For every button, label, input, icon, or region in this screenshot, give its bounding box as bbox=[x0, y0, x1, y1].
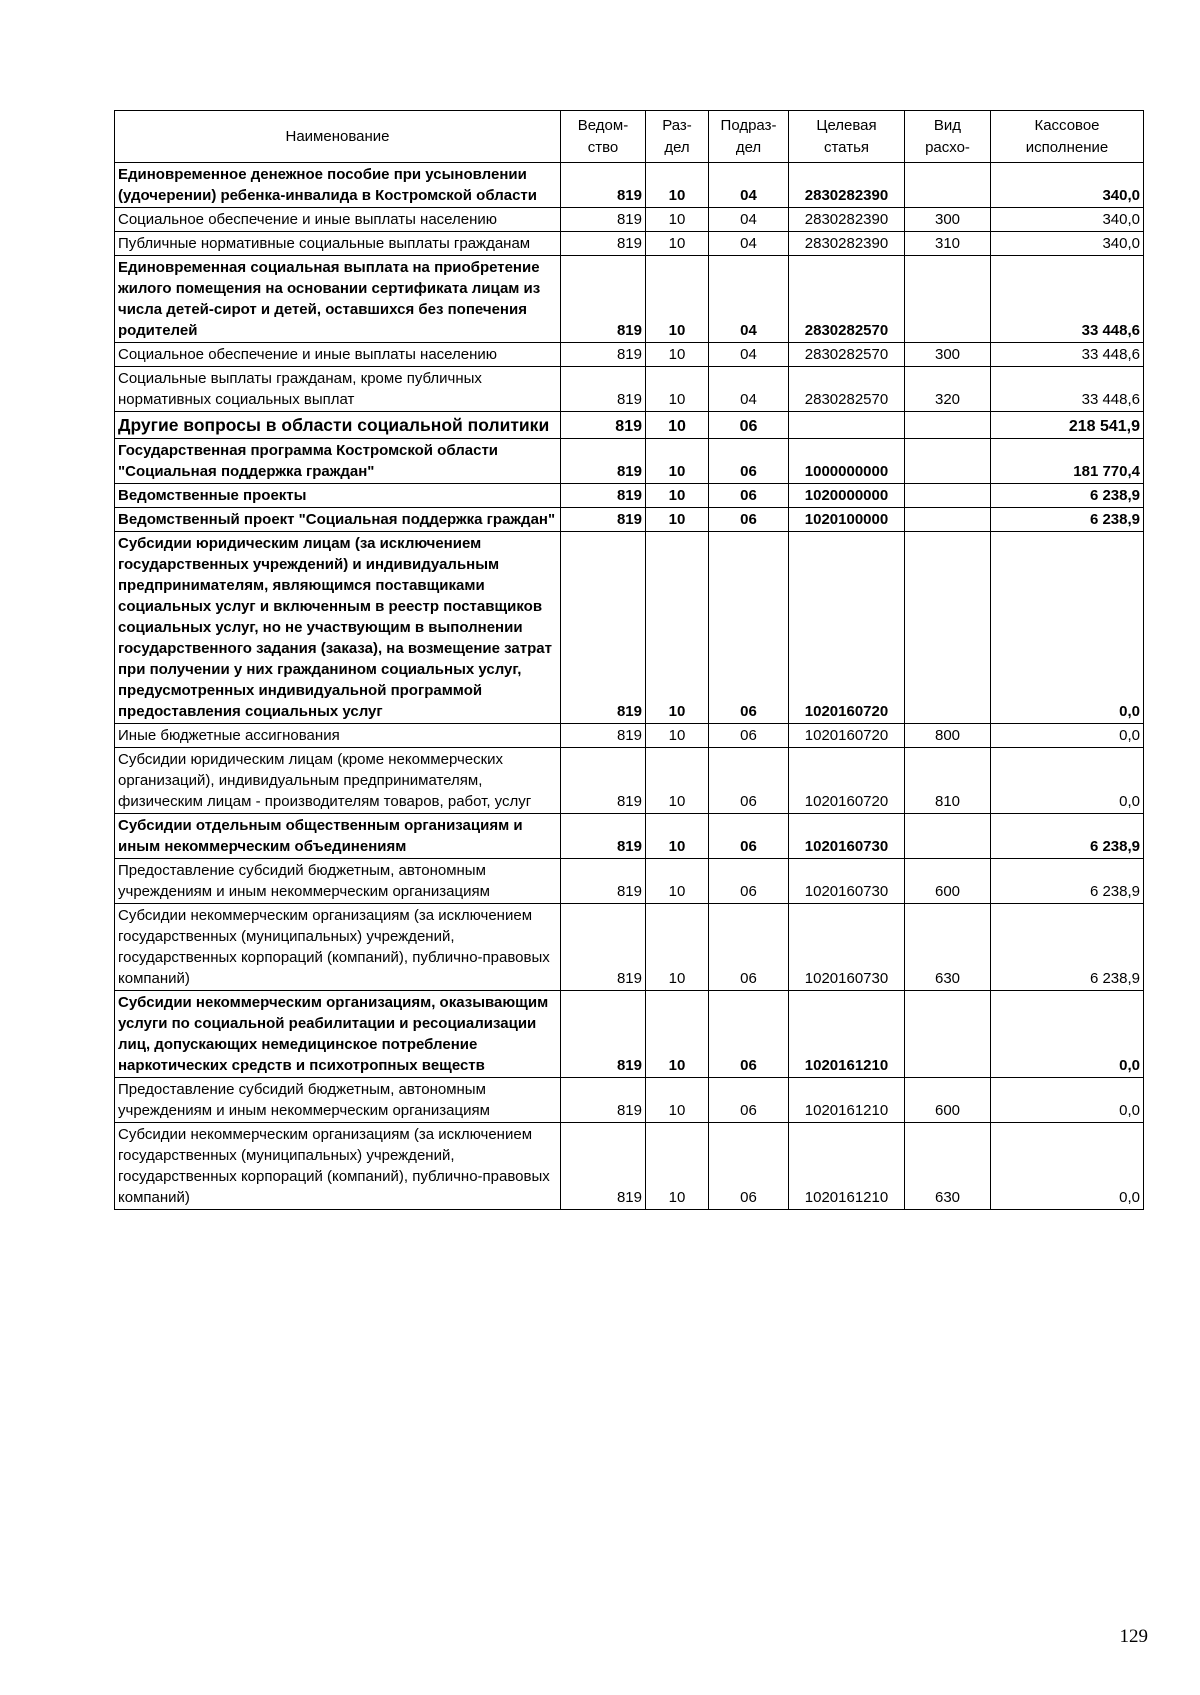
cell-dept: 819 bbox=[561, 256, 646, 343]
cell-subsection: 06 bbox=[709, 439, 789, 484]
cell-target-article: 1020160720 bbox=[789, 748, 905, 814]
table-row bbox=[115, 367, 1144, 412]
cell-cash-execution: 340,0 bbox=[991, 232, 1144, 256]
cell-cash-execution: 0,0 bbox=[991, 724, 1144, 748]
cell-name: Государственная программа Костромской области "Социальная поддержка граждан" bbox=[115, 439, 561, 484]
cell-cash-execution: 6 238,9 bbox=[991, 814, 1144, 859]
cell-subsection: 06 bbox=[709, 748, 789, 814]
cell-dept: 819 bbox=[561, 748, 646, 814]
cell-section: 10 bbox=[646, 343, 709, 367]
cell-cash-execution: 340,0 bbox=[991, 163, 1144, 208]
cell-name: Субсидии некоммерческим организациям, оказывающим услуги по социальной реабилитации и ресоциализации лиц, допускающих немедицинское потребление наркотических средств и психотропных веществ bbox=[115, 991, 561, 1078]
cell-name: Субсидии юридическим лицам (кроме некоммерческих организаций), индивидуальным предпринимателям, физическим лицам - производителям товаров, работ, услуг bbox=[115, 748, 561, 814]
cell-cash-execution: 340,0 bbox=[991, 208, 1144, 232]
table-row bbox=[115, 439, 1144, 484]
cell-cash-execution: 6 238,9 bbox=[991, 484, 1144, 508]
cell-target-article: 1020160720 bbox=[789, 724, 905, 748]
cell-expense-type: 300 bbox=[905, 343, 991, 367]
table-row bbox=[115, 208, 1144, 232]
cell-subsection: 06 bbox=[709, 1123, 789, 1210]
cell-expense-type bbox=[905, 508, 991, 532]
cell-subsection: 04 bbox=[709, 256, 789, 343]
cell-expense-type: 300 bbox=[905, 208, 991, 232]
cell-name: Социальные выплаты гражданам, кроме публичных нормативных социальных выплат bbox=[115, 367, 561, 412]
table-row bbox=[115, 163, 1144, 208]
cell-target-article: 1020160730 bbox=[789, 904, 905, 991]
cell-dept: 819 bbox=[561, 208, 646, 232]
cell-subsection: 06 bbox=[709, 508, 789, 532]
cell-target-article: 1020100000 bbox=[789, 508, 905, 532]
cell-target-article: 2830282390 bbox=[789, 163, 905, 208]
cell-expense-type: 310 bbox=[905, 232, 991, 256]
cell-dept: 819 bbox=[561, 532, 646, 724]
cell-target-article: 2830282390 bbox=[789, 232, 905, 256]
header-target-article: Целевая статья bbox=[789, 111, 905, 163]
header-name: Наименование bbox=[115, 111, 561, 163]
cell-subsection: 06 bbox=[709, 814, 789, 859]
cell-target-article: 1020160720 bbox=[789, 532, 905, 724]
cell-dept: 819 bbox=[561, 724, 646, 748]
cell-expense-type bbox=[905, 532, 991, 724]
cell-section: 10 bbox=[646, 439, 709, 484]
cell-subsection: 04 bbox=[709, 208, 789, 232]
budget-table bbox=[114, 110, 1144, 1210]
cell-cash-execution: 6 238,9 bbox=[991, 859, 1144, 904]
cell-name: Социальное обеспечение и иные выплаты населению bbox=[115, 208, 561, 232]
cell-name: Субсидии отдельным общественным организациям и иным некоммерческим объединениям bbox=[115, 814, 561, 859]
cell-subsection: 06 bbox=[709, 412, 789, 439]
cell-cash-execution: 218 541,9 bbox=[991, 412, 1144, 439]
cell-dept: 819 bbox=[561, 367, 646, 412]
table-row bbox=[115, 1123, 1144, 1210]
cell-dept: 819 bbox=[561, 439, 646, 484]
cell-expense-type: 630 bbox=[905, 1123, 991, 1210]
cell-name: Социальное обеспечение и иные выплаты населению bbox=[115, 343, 561, 367]
cell-cash-execution: 0,0 bbox=[991, 1078, 1144, 1123]
cell-name: Публичные нормативные социальные выплаты гражданам bbox=[115, 232, 561, 256]
cell-dept: 819 bbox=[561, 991, 646, 1078]
cell-section: 10 bbox=[646, 748, 709, 814]
cell-cash-execution: 181 770,4 bbox=[991, 439, 1144, 484]
cell-target-article: 1020161210 bbox=[789, 1078, 905, 1123]
header-cash-execution: Кассовое исполнение bbox=[991, 111, 1144, 163]
cell-subsection: 06 bbox=[709, 859, 789, 904]
cell-target-article: 1020161210 bbox=[789, 991, 905, 1078]
cell-subsection: 04 bbox=[709, 343, 789, 367]
cell-cash-execution: 33 448,6 bbox=[991, 256, 1144, 343]
cell-dept: 819 bbox=[561, 904, 646, 991]
budget-table-container bbox=[114, 110, 1143, 1210]
cell-dept: 819 bbox=[561, 814, 646, 859]
cell-section: 10 bbox=[646, 904, 709, 991]
cell-expense-type: 320 bbox=[905, 367, 991, 412]
cell-dept: 819 bbox=[561, 859, 646, 904]
cell-target-article: 1000000000 bbox=[789, 439, 905, 484]
table-row bbox=[115, 508, 1144, 532]
cell-subsection: 06 bbox=[709, 991, 789, 1078]
header-section: Раз- дел bbox=[646, 111, 709, 163]
cell-cash-execution: 6 238,9 bbox=[991, 904, 1144, 991]
cell-target-article: 1020160730 bbox=[789, 859, 905, 904]
table-row bbox=[115, 532, 1144, 724]
cell-target-article: 2830282570 bbox=[789, 367, 905, 412]
cell-cash-execution: 0,0 bbox=[991, 748, 1144, 814]
cell-cash-execution: 0,0 bbox=[991, 532, 1144, 724]
header-expense-type: Вид расхо- bbox=[905, 111, 991, 163]
header-subsection: Подраз- дел bbox=[709, 111, 789, 163]
table-row bbox=[115, 991, 1144, 1078]
cell-name: Субсидии юридическим лицам (за исключением государственных учреждений) и индивидуальным предпринимателям, являющимся поставщиками социальных услуг и включенным в реестр поставщиков социальных услуг, но не участвующим в выполнении государственного задания (заказа), на возмещение затрат при получении у них гражданином социальных услуг, предусмотренных индивидуальной программой предоставления социальных услуг bbox=[115, 532, 561, 724]
cell-expense-type bbox=[905, 439, 991, 484]
table-row bbox=[115, 748, 1144, 814]
cell-expense-type: 600 bbox=[905, 859, 991, 904]
cell-target-article bbox=[789, 412, 905, 439]
cell-section: 10 bbox=[646, 724, 709, 748]
cell-expense-type bbox=[905, 163, 991, 208]
cell-dept: 819 bbox=[561, 508, 646, 532]
cell-expense-type bbox=[905, 256, 991, 343]
cell-section: 10 bbox=[646, 412, 709, 439]
page-number: 129 bbox=[1119, 1626, 1148, 1647]
cell-cash-execution: 33 448,6 bbox=[991, 343, 1144, 367]
cell-subsection: 06 bbox=[709, 1078, 789, 1123]
cell-section: 10 bbox=[646, 859, 709, 904]
cell-section: 10 bbox=[646, 367, 709, 412]
table-row bbox=[115, 412, 1144, 439]
cell-section: 10 bbox=[646, 256, 709, 343]
cell-name: Ведомственные проекты bbox=[115, 484, 561, 508]
table-row bbox=[115, 1078, 1144, 1123]
cell-target-article: 2830282570 bbox=[789, 343, 905, 367]
cell-expense-type: 810 bbox=[905, 748, 991, 814]
cell-dept: 819 bbox=[561, 232, 646, 256]
cell-section: 10 bbox=[646, 1078, 709, 1123]
cell-name: Предоставление субсидий бюджетным, автономным учреждениям и иным некоммерческим организациям bbox=[115, 859, 561, 904]
table-row bbox=[115, 484, 1144, 508]
cell-expense-type bbox=[905, 991, 991, 1078]
header-dept: Ведом- ство bbox=[561, 111, 646, 163]
table-row bbox=[115, 814, 1144, 859]
cell-name: Единовременное денежное пособие при усыновлении (удочерении) ребенка-инвалида в Костромской области bbox=[115, 163, 561, 208]
table-row bbox=[115, 232, 1144, 256]
table-body bbox=[115, 163, 1144, 1210]
cell-name: Другие вопросы в области социальной политики bbox=[115, 412, 561, 439]
cell-dept: 819 bbox=[561, 1123, 646, 1210]
cell-subsection: 06 bbox=[709, 724, 789, 748]
cell-target-article: 2830282390 bbox=[789, 208, 905, 232]
cell-name: Ведомственный проект "Социальная поддержка граждан" bbox=[115, 508, 561, 532]
table-row bbox=[115, 859, 1144, 904]
table-row bbox=[115, 904, 1144, 991]
cell-dept: 819 bbox=[561, 343, 646, 367]
table-row bbox=[115, 256, 1144, 343]
cell-cash-execution: 33 448,6 bbox=[991, 367, 1144, 412]
cell-name: Иные бюджетные ассигнования bbox=[115, 724, 561, 748]
cell-expense-type: 630 bbox=[905, 904, 991, 991]
cell-subsection: 06 bbox=[709, 532, 789, 724]
cell-cash-execution: 0,0 bbox=[991, 1123, 1144, 1210]
cell-expense-type: 600 bbox=[905, 1078, 991, 1123]
cell-expense-type bbox=[905, 412, 991, 439]
cell-name: Предоставление субсидий бюджетным, автономным учреждениям и иным некоммерческим организациям bbox=[115, 1078, 561, 1123]
cell-expense-type bbox=[905, 484, 991, 508]
cell-target-article: 2830282570 bbox=[789, 256, 905, 343]
cell-section: 10 bbox=[646, 508, 709, 532]
cell-subsection: 04 bbox=[709, 367, 789, 412]
table-row bbox=[115, 724, 1144, 748]
cell-section: 10 bbox=[646, 1123, 709, 1210]
cell-name: Субсидии некоммерческим организациям (за исключением государственных (муниципальных) учреждений, государственных корпораций (компаний), публично-правовых компаний) bbox=[115, 1123, 561, 1210]
cell-dept: 819 bbox=[561, 412, 646, 439]
cell-subsection: 04 bbox=[709, 232, 789, 256]
cell-section: 10 bbox=[646, 484, 709, 508]
cell-expense-type: 800 bbox=[905, 724, 991, 748]
cell-subsection: 06 bbox=[709, 904, 789, 991]
cell-name: Субсидии некоммерческим организациям (за исключением государственных (муниципальных) учреждений, государственных корпораций (компаний), публично-правовых компаний) bbox=[115, 904, 561, 991]
cell-section: 10 bbox=[646, 163, 709, 208]
cell-subsection: 06 bbox=[709, 484, 789, 508]
table-row bbox=[115, 343, 1144, 367]
cell-section: 10 bbox=[646, 814, 709, 859]
cell-section: 10 bbox=[646, 532, 709, 724]
cell-target-article: 1020160730 bbox=[789, 814, 905, 859]
cell-section: 10 bbox=[646, 208, 709, 232]
cell-dept: 819 bbox=[561, 484, 646, 508]
cell-target-article: 1020000000 bbox=[789, 484, 905, 508]
cell-cash-execution: 0,0 bbox=[991, 991, 1144, 1078]
cell-dept: 819 bbox=[561, 1078, 646, 1123]
cell-subsection: 04 bbox=[709, 163, 789, 208]
cell-section: 10 bbox=[646, 991, 709, 1078]
cell-section: 10 bbox=[646, 232, 709, 256]
cell-dept: 819 bbox=[561, 163, 646, 208]
table-header-row bbox=[115, 111, 1144, 163]
cell-expense-type bbox=[905, 814, 991, 859]
cell-target-article: 1020161210 bbox=[789, 1123, 905, 1210]
cell-cash-execution: 6 238,9 bbox=[991, 508, 1144, 532]
cell-name: Единовременная социальная выплата на приобретение жилого помещения на основании сертификата лицам из числа детей-сирот и детей, оставшихся без попечения родителей bbox=[115, 256, 561, 343]
